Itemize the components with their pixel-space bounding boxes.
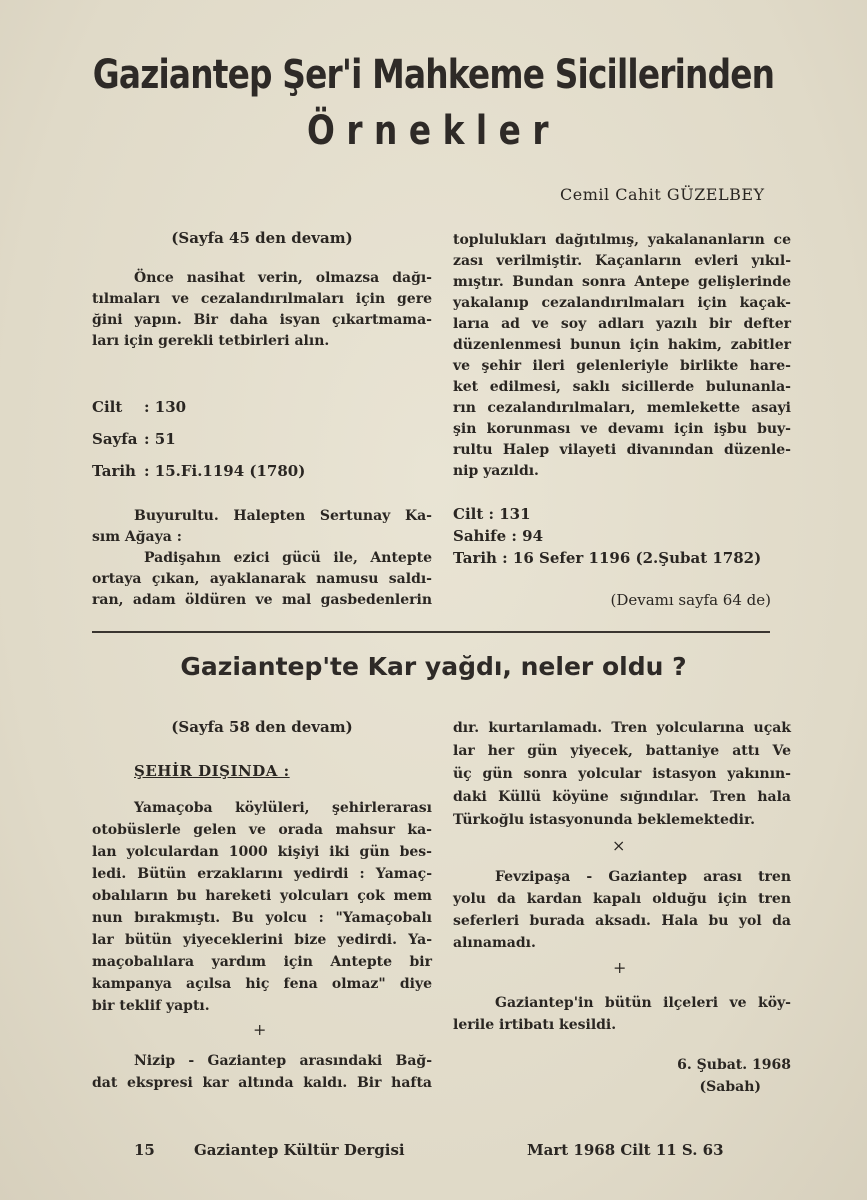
text-line: larıa ad ve soy adları yazılı bir defter (453, 316, 791, 332)
text-line: Türkoğlu istasyonunda beklemektedir. (453, 812, 755, 828)
text-line: zası verilmiştir. Kaçanların evleri yıkıl- (453, 253, 791, 269)
text-line: Fevzipaşa - Gaziantep arası tren (495, 869, 791, 885)
article2-subhead: ŞEHİR DIŞINDA : (134, 762, 290, 780)
text-line: lerile irtibatı kesildi. (453, 1017, 617, 1033)
text-line: tılmaları ve cezalandırılmaları için gere (92, 291, 432, 307)
text-line: yolu da kardan kapalı olduğu için tren (453, 891, 791, 907)
article2-headline: Gaziantep'te Kar yağdı, neler oldu ? (180, 652, 687, 681)
page-number: 15 (134, 1141, 155, 1159)
meta-value: : 130 (144, 398, 187, 416)
text-line: Gaziantep'in bütün ilçeleri ve köy- (495, 995, 791, 1011)
article2-left-para1 (92, 797, 432, 1017)
text-line: lan yolculardan 1000 kişiyi iki gün bes- (92, 844, 432, 860)
text-line: ları için gerekli tetbirleri alın. (92, 333, 330, 349)
article2-right-para2 (453, 866, 791, 954)
meta-line: Tarih : 16 Sefer 1196 (2.Şubat 1782) (453, 549, 762, 567)
continued-from-note: (Sayfa 45 den devam) (171, 229, 353, 247)
article1-meta2 (453, 503, 791, 569)
text-line: nun bırakmıştı. Bu yolcu : "Yamaçobalı (92, 910, 432, 926)
main-title-sub: Örnekler (307, 108, 560, 154)
text-line: alınamadı. (453, 935, 536, 951)
article2-source-date: 6. Şubat. 1968 (677, 1057, 791, 1073)
text-line: üç gün sonra yolcular istasyon yakının- (453, 766, 791, 782)
meta-line: Sahife : 94 (453, 527, 544, 545)
text-line: ve şehir ileri gelenleriyle birlikte hare- (453, 358, 791, 374)
plus-separator-icon: + (253, 1020, 267, 1039)
text-line: ket edilmesi, saklı sicillerde bulunanla- (453, 379, 791, 395)
plus-separator-icon: + (613, 958, 627, 977)
article2-continued-from: (Sayfa 58 den devam) (171, 718, 353, 736)
text-line: bir teklif yaptı. (92, 998, 210, 1014)
text-line: seferleri burada aksadı. Hala bu yol da (453, 913, 791, 929)
text-line: maçobalılara yardım için Antepte bir (92, 954, 432, 970)
article1-left-column (92, 228, 432, 249)
text-line: dır. kurtarılamadı. Tren yolcularına uçak (453, 720, 791, 736)
article1-right-para1 (453, 230, 791, 482)
issue-info: Mart 1968 Cilt 11 S. 63 (527, 1141, 724, 1159)
text-line: daki Küllü köyüne sığındılar. Tren hala (453, 789, 791, 805)
article2-right-para3 (453, 992, 791, 1036)
article1-left-para2 (92, 506, 432, 611)
text-line: Yamaçoba köylüleri, şehirlerarası (134, 800, 432, 816)
text-line: ortaya çıkan, ayaklanarak namusu saldı- (92, 571, 432, 587)
main-title: Gaziantep Şer'i Mahkeme Sicillerinden (92, 52, 775, 98)
text-line: dat ekspresi kar altında kaldı. Bir hafta (92, 1075, 432, 1091)
text-line: ran, adam öldüren ve mal gasbedenlerin (92, 592, 432, 608)
text-line: rultu Halep vilayeti divanından düzenle- (453, 442, 791, 458)
article2-source-name: (Sabah) (699, 1079, 761, 1095)
text-line: yakalanıp cezalandırılmaları için kaçak- (453, 295, 791, 311)
meta-label: Tarih (92, 462, 136, 480)
text-line: şin korunması ve devamı için işbu buy- (453, 421, 791, 437)
text-line: mıştır. Bundan sonra Antepe gelişlerinde (453, 274, 791, 290)
article2-left-para2 (92, 1050, 432, 1094)
text-line: Buyurultu. Halepten Sertunay Ka- (134, 508, 432, 524)
text-line: ledi. Bütün erzaklarını yedirdi : Yamaç- (92, 866, 432, 882)
meta-label: Cilt (92, 398, 123, 416)
meta-label: Sayfa (92, 430, 138, 448)
meta-value: : 15.Fi.1194 (1780) (144, 462, 306, 480)
text-line: Padişahın ezici gücü ile, Antepte (144, 550, 432, 566)
x-separator-icon: × (612, 836, 626, 855)
text-line: lar bütün yiyeceklerini bize yedirdi. Ya- (92, 932, 432, 948)
text-line: Nizip - Gaziantep arasındaki Bağ- (134, 1053, 432, 1069)
meta-value: : 51 (144, 430, 176, 448)
section-divider (92, 631, 770, 633)
text-line: kampanya açılsa hiç fena olmaz" diye (92, 976, 432, 992)
text-line: rın cezalandırılmaları, memlekette asayi (453, 400, 791, 416)
text-line: Önce nasihat verin, olmazsa dağı- (134, 270, 432, 286)
text-line: obalıların bu hareketi yolcuları çok mem (92, 888, 432, 904)
article1-meta1 (92, 391, 432, 487)
text-line: otobüslerle gelen ve orada mahsur ka- (92, 822, 432, 838)
text-line: toplulukları dağıtılmış, yakalananların ce (453, 232, 791, 248)
text-line: sım Ağaya : (92, 529, 182, 545)
article1-left-para1 (92, 268, 432, 352)
meta-line: Cilt : 131 (453, 505, 531, 523)
text-line: nip yazıldı. (453, 463, 539, 479)
text-line: ğini yapın. Bir daha isyan çıkartmama- (92, 312, 432, 328)
journal-name: Gaziantep Kültür Dergisi (194, 1141, 405, 1159)
continued-to-note: (Devamı sayfa 64 de) (610, 591, 771, 609)
author-name: Cemil Cahit GÜZELBEY (560, 185, 765, 204)
article2-right-para1 (453, 717, 791, 832)
text-line: lar her gün yiyecek, battaniye attı Ve (453, 743, 791, 759)
text-line: düzenlenmesi bunun için hakim, zabitler (453, 337, 791, 353)
